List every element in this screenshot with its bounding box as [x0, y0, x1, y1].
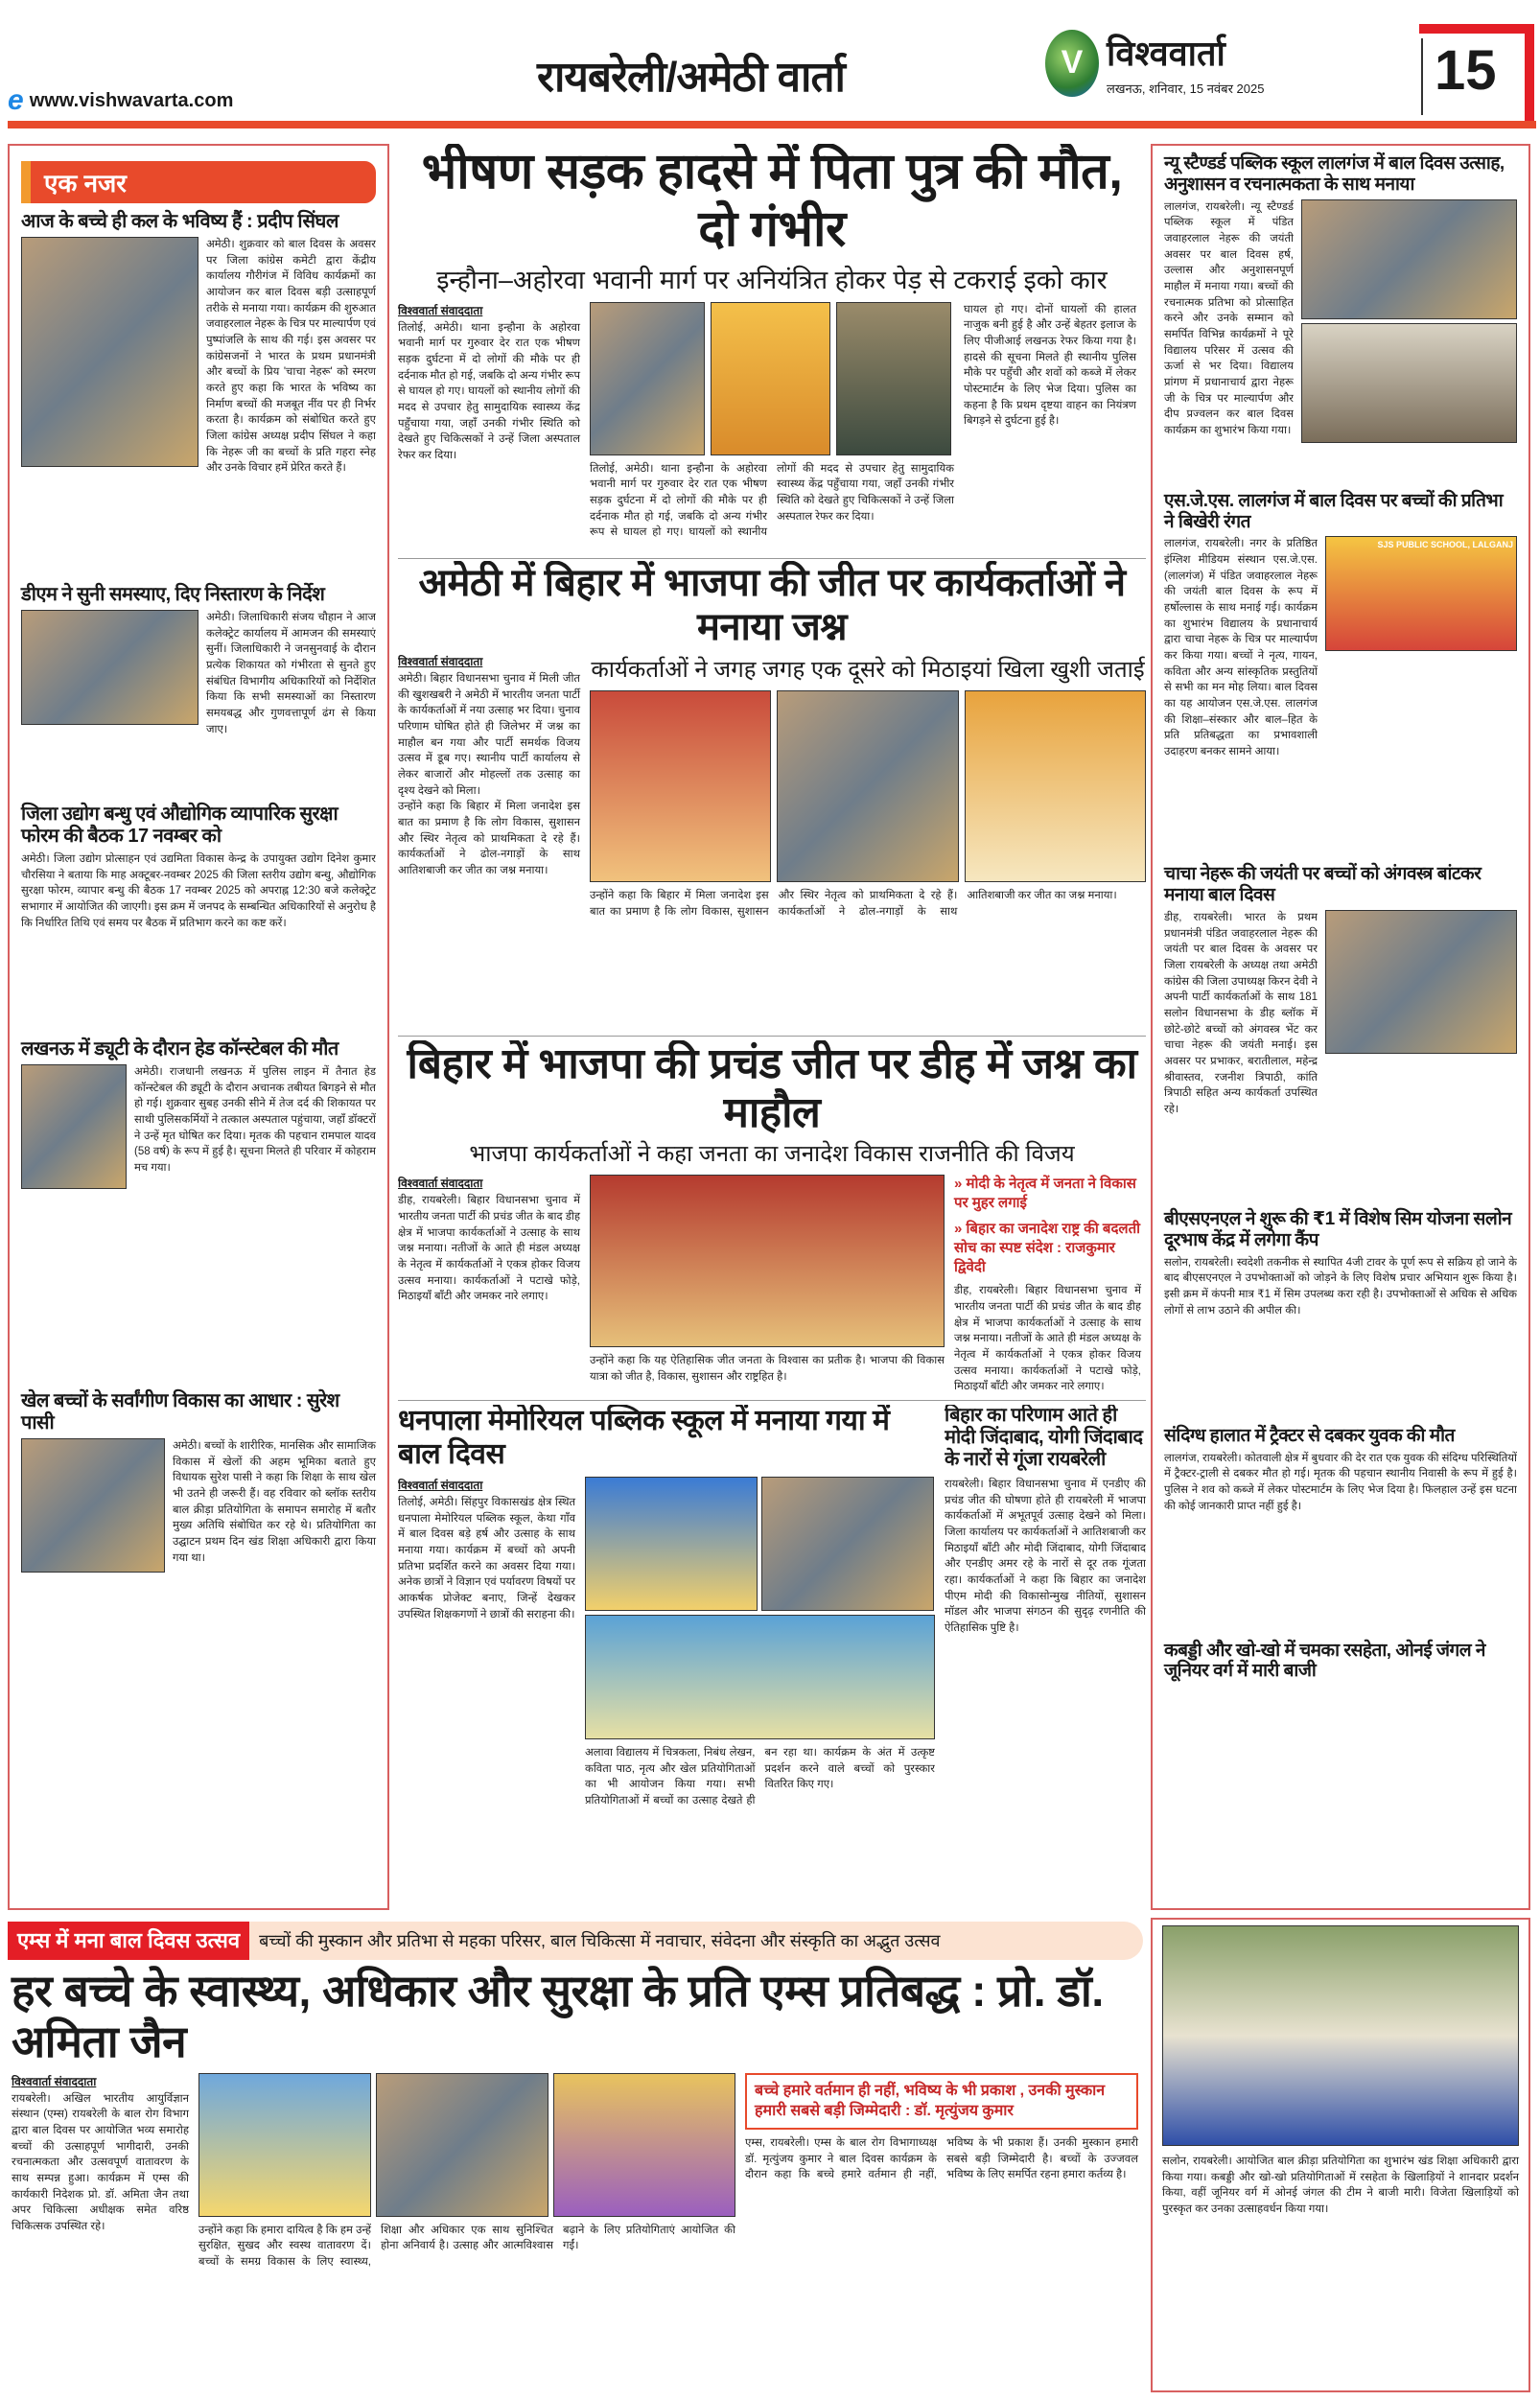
- story-subheadline: भाजपा कार्यकर्ताओं ने कहा जनता का जनादेश विकास राजनीति की विजय: [469, 1141, 1075, 1168]
- article-headline: लखनऊ में ड्यूटी के दौरान हेड कॉन्स्टेबल की मौत: [21, 1038, 338, 1060]
- byline: विश्ववार्ता संवाददाता: [398, 1479, 483, 1492]
- byline: विश्ववार्ता संवाददाता: [398, 303, 483, 317]
- story-subheadline: इन्हौना–अहोरवा भवानी मार्ग पर अनियंत्रित होकर पेड़ से टकराई इको कार: [436, 265, 1108, 294]
- event-photo: [1325, 910, 1517, 1054]
- article-body: अमेठी। जिला उद्योग प्रोत्साहन एवं उद्यमिता विकास केन्द्र के उपायुक्त उद्योग दिनेश कुमार चौरसिया ने बताया कि माह अक्टूबर-नवम्बर 2025 की जिला स्तरीय उद्योग बन्धु, औद्योगिक सुरक्षा फोरम, व्यापार बन्धु की बैठक 17 नवम्बर 2025 को अपराह्न 12:30 बजे कलेक्ट्रेट सभागार में आयोजित की जाएगी। इस क्रम में जनपद के सम्बन्धित अधिकारियों से अनुरोध है कि निर्धारित तिथि एवं समय पर बैठक में प्रतिभाग करने का कष्ट करें।: [21, 853, 376, 929]
- accident-car-photo: [590, 302, 705, 455]
- article-body: अमेठी। राजधानी लखनऊ में पुलिस लाइन में तैनात हेड कॉन्स्टेबल की ड्यूटी के दौरान अचानक तबीयत बिगड़ने से मौत हो गई। शुक्रवार सुबह उनकी सीने में तेज दर्द की शिकायत पर साथी पुलिसकर्मियों ने तत्काल अस्पताल पहुंचाया, जहाँ डॉक्टरों ने उन्हें मृत घोषित कर दिया। मृतक की पहचान रामपाल यादव (58 वर्ष) के रूप में हुई है। सूचना मिलते ही परिवार में कोहराम मच गया।: [134, 1066, 376, 1175]
- section-title: रायबरेली/अमेठी वार्ता: [537, 54, 845, 101]
- article-headline: बीएसएनएल ने शुरू की ₹1 में विशेष सिम योजना सलोन दूरभाष केंद्र में लगेगा कैंप: [1164, 1209, 1512, 1250]
- article-body: सलोन, रायबरेली। आयोजित बाल क्रीड़ा प्रतियोगिता का शुभारंभ खंड शिक्षा अधिकारी द्वारा किया गया। कबड्डी और खो-खो प्रतियोगिताओं में रसहेता के खिलाड़ियों ने शानदार प्रदर्शन किया, वहीं जूनियर वर्ग में ओनई जंगल की टीम ने बाजी मारी। विजेता खिलाड़ियों को पुरस्कृत कर उनका उत्साहवर्धन किया गया।: [1162, 2156, 1519, 2216]
- story-headline: बिहार का परिणाम आते ही मोदी जिंदाबाद, योगी जिंदाबाद के नारों से गूंजा रायबरेली: [945, 1405, 1143, 1470]
- byline: विश्ववार्ता संवाददाता: [398, 655, 483, 668]
- story-body: डीह, रायबरेली। बिहार विधानसभा चुनाव में भारतीय जनता पार्टी की प्रचंड जीत के बाद डीह क्षेत्र में भाजपा कार्यकर्ताओं ने उत्साह के साथ जश्न मनाया। नतीजों के आते ही मंडल अध्यक्ष के नेतृत्व में कार्यकर्ताओं ने एकत्र होकर विजय उत्सव मनाया। कार्यकर्ताओं ने पटाखे फोड़े, मिठाइयाँ बाँटी और जमकर नारे लगाए।: [954, 1285, 1141, 1393]
- story-body: एम्स, रायबरेली। एम्स के बाल रोग विभागाध्यक्ष डॉ. मृत्युंजय कुमार ने बाल दिवस कार्यक्रम के दौरान कहा कि बच्चे हमारे वर्तमान ही नहीं, भविष्य के भी प्रकाश हैं। उनकी मुस्कान हमारी सबसे बड़ी जिम्मेदारी है। बच्चों के उज्जवल भविष्य के लिए समर्पित रहना हमारा कर्तव्य है।: [745, 2136, 1138, 2181]
- article-photo: [21, 1064, 127, 1189]
- aiims-quote-box: [745, 2073, 1138, 2130]
- story-body: तिलोई, अमेठी। सिंहपुर विकासखंड क्षेत्र स्थित धनपाला मेमोरियल पब्लिक स्कूल, केथा गाँव में बाल दिवस बड़े हर्ष और उत्साह के साथ मनाया गया। कार्यक्रम में बच्चों को अपनी प्रतिभा प्रदर्शित करने का अवसर दिया गया। अनेक छात्रों ने विज्ञान एवं पर्यावरण विषयों पर आकर्षक प्रोजेक्ट बनाए, जिन्हें देखकर उपस्थित शिक्षकगणों ने छात्रों की सराहना की।: [398, 1497, 575, 1620]
- aiims-label: एम्स में मना बाल दिवस उत्सव: [8, 1922, 249, 1960]
- divider: [398, 1400, 1146, 1401]
- article-photo: [21, 237, 198, 467]
- story-road-accident: [398, 144, 1146, 556]
- celebration-photo: [777, 690, 958, 882]
- globe-logo-icon: V: [1045, 30, 1099, 97]
- byline: विश्ववार्ता संवाददाता: [398, 1177, 483, 1191]
- article-body: लालगंज, रायबरेली। कोतवाली क्षेत्र में बुधवार की देर रात एक युवक की संदिग्ध परिस्थितियों में ट्रैक्टर-ट्राली से दबकर मौत हो गई। मृतक की पहचान स्थानीय निवासी के रूप में हुई है। पुलिस ने शव को कब्जे में लेकर पोस्टमार्टम के लिए भेज दिया है। फिलहाल उन्हें इस घटना की कोई जानकारी प्राप्त नहीं हुई है।: [1164, 1452, 1517, 1512]
- story-headline: बिहार में भाजपा की प्रचंड जीत पर डीह में जश्न का माहौल: [407, 1040, 1137, 1136]
- story-raebareli-bjp: [945, 1405, 1146, 1913]
- story-dhanpala-school: [398, 1405, 935, 1913]
- ek-nazar-label: एक नजर: [21, 161, 376, 203]
- article-body: अमेठी। शुक्रवार को बाल दिवस के अवसर पर जिला कांग्रेस कमेटी द्वारा केंद्रीय कार्यालय गौरीगंज में विविध कार्यक्रमों का आयोजन कर बाल दिवस बड़ी उत्साहपूर्ण तरीके से मनाया गया। कार्यक्रम की शुरुआत जवाहरलाल नेहरू के चित्र पर माल्यार्पण एवं पुष्पांजलि के साथ की गई। इस अवसर पर कांग्रेसजनों ने भारत के प्रथम प्रधानमंत्री और बच्चों के प्रिय 'चाचा नेहरू' को स्मरण करते हुए कहा कि भारत के भविष्य का निर्माण बच्चों की मजबूत नींव पर ही निर्भर करता है। कार्यक्रम को संबोधित करते हुए जिला कांग्रेस अध्यक्ष प्रदीप सिंघल ने कहा कि नेहरू जी का बच्चों के प्रति गहरा स्नेह और उनके विचार हमें प्रेरित करते हैं।: [206, 239, 376, 475]
- celebration-photo: [590, 1175, 945, 1347]
- story-body: तिलोई, अमेठी। थाना इन्हौना के अहोरवा भवानी मार्ग पर गुरुवार देर रात एक भीषण सड़क दुर्घटना में दो लोगों की मौके पर ही दर्दनाक मौत हो गई, जबकि दो अन्य गंभीर रूप से घायल हो गए। घायलों को स्थानीय लोगों की मदद से उपचार हेतु सामुदायिक स्वास्थ्य केंद्र पहुँचाया गया, जहाँ उनकी गंभीर स्थिति को देखते हुए चिकित्सकों ने उन्हें जिला अस्पताल रेफर कर दिया।: [398, 321, 580, 461]
- story-headline: अमेठी में बिहार में भाजपा की जीत पर कार्यकर्ताओं ने मनाया जश्न: [418, 562, 1126, 648]
- article-headline: एस.जे.एस. लालगंज में बाल दिवस पर बच्चों की प्रतिभा ने बिखेरी रंगत: [1164, 490, 1504, 532]
- article-headline: खेल बच्चों के सर्वांगीण विकास का आधार : सुरेश पासी: [21, 1390, 339, 1434]
- article-headline: जिला उद्योग बन्धु एवं औद्योगिक व्यापारिक सुरक्षा फोरम की बैठक 17 नवम्बर को: [21, 804, 338, 847]
- story-body: तिलोई, अमेठी। थाना इन्हौना के अहोरवा भवानी मार्ग पर गुरुवार देर रात एक भीषण सड़क दुर्घटना में दो लोगों की मौके पर ही दर्दनाक मौत हो गई, जबकि दो अन्य गंभीर रूप से घायल हो गए। घायलों को स्थानीय लोगों की मदद से उपचार हेतु सामुदायिक स्वास्थ्य केंद्र पहुँचाया गया, जहाँ उनकी गंभीर स्थिति को देखते हुए चिकित्सकों ने उन्हें जिला अस्पताल रेफर कर दिया।: [590, 462, 954, 539]
- article-headline: संदिग्ध हालात में ट्रैक्टर से दबकर युवक की मौत: [1164, 1425, 1455, 1446]
- masthead-logo: [1045, 29, 1264, 97]
- pull-quote: बच्चे हमारे वर्तमान ही नहीं, भविष्य के भी प्रकाश , उनकी मुस्कान हमारी सबसे बड़ी जिम्मेदारी : डॉ. मृत्युंजय कुमार: [755, 2082, 1106, 2120]
- story-body: रायबरेली। बिहार विधानसभा चुनाव में एनडीए की प्रचंड जीत की घोषणा होते ही रायबरेली में भाजपा कार्यकर्ताओं में अभूतपूर्व उत्साह देखने को मिला। जिला कार्यालय पर कार्यकर्ताओं ने आतिशबाजी कर मिठाइयाँ बाँटी और मोदी जिंदाबाद, योगी जिंदाबाद और एनडीए अमर रहे के नारों से दूर तक गूंजता रहा। कार्यकर्ताओं ने कहा कि बिहार का जनादेश पीएम मोदी की विकासोन्मुख नीतियों, सुशासन मॉडल और भाजपा संगठन की सुदृढ़ रणनीति की ऐतिहासिक पुष्टि है।: [945, 1479, 1146, 1635]
- article-headline: न्यू स्टैण्डर्ड पब्लिक स्कूल लालगंज में बाल दिवस उत्साह, अनुशासन व रचनात्मकता के साथ मनाया: [1164, 153, 1505, 195]
- story-body: उन्होंने कहा कि बिहार में मिला जनादेश इस बात का प्रमाण है कि लोग विकास, सुशासन और स्थिर नेतृत्व को प्राथमिकता दे रहे हैं। कार्यकर्ताओं ने ढोल-नगाड़ों के साथ आतिशबाजी कर जीत का जश्न मनाया।: [398, 801, 580, 877]
- page-number: 15: [1421, 38, 1497, 115]
- sjs-school-photo: SJS PUBLIC SCHOOL, LALGANJ: [1325, 536, 1517, 651]
- story-body: डीह, रायबरेली। बिहार विधानसभा चुनाव में भारतीय जनता पार्टी की प्रचंड जीत के बाद डीह क्षेत्र में भाजपा कार्यकर्ताओं ने उत्साह के साथ जश्न मनाया। नतीजों के आते ही मंडल अध्यक्ष के नेतृत्व में कार्यकर्ताओं ने एकत्र होकर विजय उत्सव मनाया। कार्यकर्ताओं ने पटाखे फोड़े, मिठाइयाँ बाँटी और जमकर नारे लगाए।: [398, 1195, 580, 1303]
- aiims-photo: [376, 2073, 548, 2217]
- school-event-photo: [1301, 323, 1517, 443]
- article-body: सलोन, रायबरेली। स्वदेशी तकनीक से स्थापित 4जी टावर के पूर्ण रूप से सक्रिय हो जाने के बाद बीएसएनएल ने उपभोक्ताओं को जोड़ने के लिए विशेष प्रचार अभियान शुरू किया है। इसी क्रम में कंपनी मात्र ₹1 में सिम उपलब्ध करा रही है। उपभोक्ताओं से अधिक से अधिक लोगों से लाभ उठाने की अपील की।: [1164, 1256, 1517, 1317]
- story-body: उन्होंने कहा कि बिहार में मिला जनादेश इस बात का प्रमाण है कि लोग विकास, सुशासन और स्थिर नेतृत्व को प्राथमिकता दे रहे हैं। कार्यकर्ताओं ने ढोल-नगाड़ों के साथ आतिशबाजी कर जीत का जश्न मनाया।: [590, 890, 1117, 918]
- divider: [398, 1036, 1146, 1037]
- brand-name: विश्ववार्ता: [1107, 34, 1225, 73]
- story-body: रायबरेली। अखिल भारतीय आयुर्विज्ञान संस्थान (एम्स) रायबरेली के बाल रोग विभाग द्वारा बाल दिवस पर आयोजित भव्य समारोह बच्चों की उत्साहपूर्ण भागीदारी, उनकी रचनात्मकता और उत्सवपूर्ण वातावरण के साथ सम्पन्न हुआ। कार्यक्रम में एम्स की कार्यकारी निदेशक प्रो. डॉ. अमिता जैन तथा अपर चिकित्सा अधीक्षक समेत वरिष्ठ चिकित्सक उपस्थित रहे।: [12, 2092, 189, 2233]
- story-amethi-bjp-celebration: [398, 561, 1146, 1036]
- aiims-photo: [198, 2073, 371, 2217]
- aiims-headline: हर बच्चे के स्वास्थ्य, अधिकार और सुरक्षा के प्रति एम्स प्रतिबद्ध : प्रो. डॉ. अमिता जैन: [12, 1966, 1104, 2066]
- article-photo: [21, 1438, 165, 1573]
- school-event-photo: [1301, 199, 1517, 319]
- school-photo: [585, 1477, 758, 1611]
- article-photo: [21, 610, 198, 725]
- kabaddi-section: [1151, 1918, 1530, 2392]
- story-subheadline: कार्यकर्ताओं ने जगह जगह एक दूसरे को मिठाइयां खिला खुशी जताई: [591, 657, 1145, 683]
- article-headline: कबड्डी और खो-खो में चमका रसहेता, ओनई जंगल ने जूनियर वर्ग में मारी बाजी: [1164, 1640, 1485, 1682]
- story-body: उन्होंने कहा कि यह ऐतिहासिक जीत जनता के विश्वास का प्रतीक है। भाजपा की विकास यात्रा को जीत है, विकास, सुशासन और राष्ट्रहित है।: [590, 1355, 945, 1383]
- story-body: घायल हो गए। दोनों घायलों की हालत नाजुक बनी हुई है और उन्हें बेहतर इलाज के लिए पीजीआई लखनऊ रेफर किया गया है। हादसे की सूचना मिलते ही स्थानीय पुलिस मौके पर पहुँची और शवों को कब्जे में लेकर पोस्टमार्टम के लिए भेज दिया। पुलिस का कहना है कि प्रथम दृष्टया वाहन का नियंत्रण बिगड़ने से दुर्घटना हुई है।: [964, 303, 1136, 428]
- article-body: अमेठी। जिलाधिकारी संजय चौहान ने आज कलेक्ट्रेट कार्यालय में आमजन की समस्याएं सुनीं। जिलाधिकारी ने जनसुनवाई के दौरान प्रत्येक शिकायत को गंभीरता से सुनते हुए संबंधित विभागीय अधिकारियों को निर्देशित किया कि सभी समस्याओं का निस्तारण समयबद्ध और गुणवत्तापूर्ण ढंग से किया जाए।: [206, 612, 376, 735]
- victim-photo: [711, 302, 830, 455]
- aiims-photo: [553, 2073, 735, 2217]
- story-body: अमेठी। बिहार विधानसभा चुनाव में मिली जीत की खुशखबरी ने अमेठी में भारतीय जनता पार्टी के कार्यकर्ताओं में नया उत्साह भर दिया। चुनाव परिणाम घोषित होते ही जिलेभर में जश्न का माहौल बन गया और पार्टी समर्थक विजय उत्सव में डूब गए। स्थानीय पार्टी कार्यालय से लेकर बाजारों और मोहल्लों तक उत्साह का दृश्य देखने को मिला।: [398, 673, 580, 797]
- article-body: लालगंज, रायबरेली। न्यू स्टैण्डर्ड पब्लिक स्कूल में पंडित जवाहरलाल नेहरू की जयंती अवसर पर बाल दिवस हर्ष, उल्लास और अनुशासनपूर्ण माहौल में मनाया गया। बच्चों की रचनात्मक प्रतिभा को प्रोत्साहित करने और उनके सम्मान को समर्पित विभिन्न कार्यक्रमों ने पूरे विद्यालय परिसर में उत्सव की ऊर्जा से भर दिया। विद्यालय प्रांगण में प्रधानाचार्य द्वारा नेहरू जी के चित्र पर माल्यार्पण और दीप प्रज्वलन कर बाल दिवस कार्यक्रम का शुभारंभ किया गया।: [1164, 200, 1294, 437]
- byline: विश्ववार्ता संवाददाता: [12, 2074, 97, 2088]
- kabaddi-photo: [1162, 1925, 1519, 2146]
- pull-quote: » बिहार का जनादेश राष्ट्र की बदलती सोच का स्पष्ट संदेश : राजकुमार द्विवेदी: [954, 1220, 1141, 1276]
- story-dih-celebration: [398, 1040, 1146, 1400]
- celebration-photo: [590, 690, 771, 882]
- website-link[interactable]: e www.vishwavarta.com: [8, 84, 234, 116]
- article-body: अमेठी। बच्चों के शारीरिक, मानसिक और सामाजिक विकास में खेलों की अहम भूमिका बताते हुए विधायक सुरेश पासी ने कहा कि शिक्षा के साथ खेल भी उतने ही जरूरी हैं। वह रविवार को ब्लॉक स्तरीय बाल क्रीड़ा प्रतियोगिता के समापन समारोह में बतौर मुख्य अतिथि संबोधित कर रहे थे। प्रतियोगिता का उद्घाटन प्रथम दिन खंड शिक्षा अधिकारी द्वारा किया गया था।: [173, 1440, 376, 1564]
- school-photo: [585, 1615, 935, 1739]
- browser-icon: e: [8, 84, 24, 116]
- story-headline: भीषण सड़क हादसे में पिता पुत्र की मौत, दो गंभीर: [421, 144, 1123, 257]
- school-photo: [761, 1477, 934, 1611]
- article-body: लालगंज, रायबरेली। नगर के प्रतिष्ठित इंग्लिश मीडियम संस्थान एस.जे.एस. (लालगंज) में पंडित जवाहरलाल नेहरू की जयंती बाल दिवस के रूप में हर्षोल्लास के साथ मनाई गई। कार्यक्रम का शुभारंभ विद्यालय के प्रधानाचार्य द्वारा चाचा नेहरू के चित्र पर माल्यार्पण कर किया गया। बच्चों ने नृत्य, गायन, कविता और अन्य सांस्कृतिक प्रस्तुतियों से सभी का मन मोह लिया। बाल दिवस का यह आयोजन एस.जे.एस. लालगंज की शिक्षा–संस्कार और बाल–हित के प्रति प्रतिबद्धता का प्रभावशाली उदाहरण बनकर सामने आया।: [1164, 538, 1318, 758]
- right-column: [1151, 144, 1530, 1910]
- aiims-banner: [8, 1922, 1143, 1960]
- aiims-strap: बच्चों की मुस्कान और प्रतिभा से महका परिसर, बाल चिकित्सा में नवाचार, संवेदना और संस्कृति का अद्भुत उत्सव: [259, 1930, 941, 1950]
- divider: [398, 558, 1146, 559]
- aiims-section: [8, 1922, 1143, 2395]
- article-headline: डीएम ने सुनी समस्याए, दिए निस्तारण के निर्देश: [21, 584, 325, 605]
- aiims-story: [8, 2073, 1143, 2395]
- pull-quote: » मोदी के नेतृत्व में जनता ने विकास पर मुहर लगाई: [954, 1176, 1136, 1212]
- dateline: लखनऊ, शनिवार, 15 नवंबर 2025: [1107, 82, 1265, 96]
- article-headline: चाचा नेहरू की जयंती पर बच्चों को अंगवस्त्र बांटकर मनाया बाल दिवस: [1164, 864, 1482, 906]
- celebration-photo: [965, 690, 1146, 882]
- story-body: अलावा विद्यालय में चित्रकला, निबंध लेखन, कविता पाठ, नृत्य और खेल प्रतियोगिताओं का भी आयोजन किया गया। सभी प्रतियोगिताओं में बच्चों का उत्साह देखते ही बन रहा था। कार्यक्रम के अंत में उत्कृष्ट प्रदर्शन करने वाले बच्चों को पुरस्कार वितरित किए गए।: [585, 1747, 935, 1807]
- story-headline: धनपाला मेमोरियल पब्लिक स्कूल में मनाया गया में बाल दिवस: [398, 1405, 890, 1470]
- left-column-ek-nazar: [8, 144, 389, 1910]
- story-body: उन्होंने कहा कि हमारा दायित्व है कि हम उन्हें सुरक्षित, सुखद और स्वस्थ वातावरण दें। बच्चों के समग्र विकास के लिए स्वास्थ्य, शिक्षा और अधिकार एक साथ सुनिश्चित होना अनिवार्य है। उत्साह और आत्मविश्वास बढ़ाने के लिए प्रतियोगिताएं आयोजित की गईं।: [198, 2224, 735, 2269]
- victim-photo: [836, 302, 951, 455]
- article-headline: आज के बच्चे ही कल के भविष्य हैं : प्रदीप सिंघल: [21, 211, 338, 232]
- article-body: डीह, रायबरेली। भारत के प्रथम प्रधानमंत्री पंडित जवाहरलाल नेहरू की जयंती पर बाल दिवस के अवसर पर जिला रायबरेली के अध्यक्ष तथा अमेठी कांग्रेस की जिला उपाध्यक्ष किरन देवी ने अपनी पार्टी कार्यकर्ताओं के साथ 181 सलोन विधानसभा के डीह ब्लॉक में छोटे-छोटे बच्चों को अंगवस्त्र भेंट कर चाचा नेहरू की जयंती मनाई। इस अवसर पर प्रभाकर, बरातीलाल, महेन्द्र श्रीवास्तव, रजनीश त्रिपाठी, कांति त्रिपाठी सहित अन्य कार्यकर्ता उपस्थित रहे।: [1164, 912, 1318, 1116]
- header-divider: [8, 121, 1536, 128]
